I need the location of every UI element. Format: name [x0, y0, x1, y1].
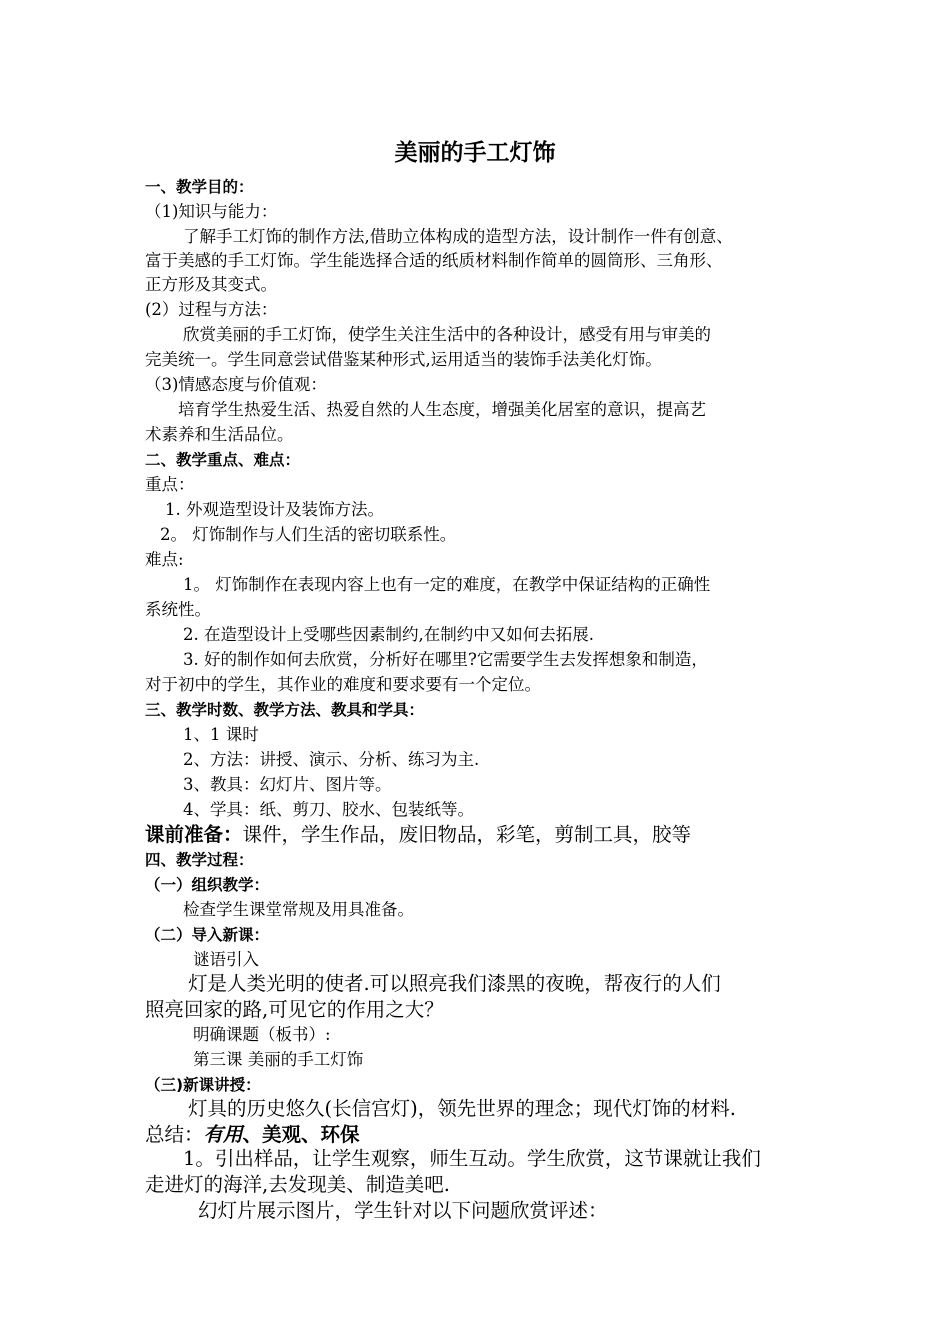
section-heading-4: 四、教学过程：: [145, 851, 254, 869]
section-heading-3: 三、教学时数、教学方法、教具和学具：: [145, 701, 425, 719]
label-difficulties: 难点:: [145, 550, 184, 569]
paragraph-line: 第三课 美丽的手工灯饰: [193, 1050, 364, 1069]
paragraph-line: 灯是人类光明的使者.可以照亮我们漆黑的夜晚，帮夜行的人们: [188, 972, 721, 995]
paragraph-line: 系统性。: [145, 600, 211, 619]
list-item: 2、方法：讲授、演示、分析、练习为主.: [183, 750, 480, 769]
document-title: 美丽的手工灯饰: [394, 140, 556, 166]
paragraph-line: 照亮回家的路,可见它的作用之大？: [145, 998, 444, 1021]
paragraph-line: 幻灯片展示图片，学生针对以下问题欣赏评述：: [198, 1199, 608, 1222]
paragraph-line: 术素养和生活品位。: [145, 425, 294, 444]
paragraph-line: 检查学生课堂常规及用具准备。: [183, 900, 414, 919]
summary-label: 总结：: [145, 1123, 204, 1146]
preparation-text: 课件，学生作品，废旧物品，彩笔，剪制工具，胶等: [242, 823, 692, 846]
section-heading-1: 一、教学目的：: [145, 178, 254, 196]
paragraph-line: 谜语引入: [193, 950, 259, 969]
summary-line: [145, 1122, 360, 1148]
list-item: 3. 好的制作如何去欣赏，分析好在哪里?它需要学生去发挥想象和制造，: [183, 650, 708, 669]
paragraph-line: 欣赏美丽的手工灯饰，使学生关注生活中的各种设计，感受有用与审美的: [183, 325, 711, 344]
paragraph-line: 1。引出样品，让学生观察，师生互动。学生欣赏，这节课就让我们: [183, 1147, 761, 1170]
subsection-heading: （三)新课讲授：: [145, 1076, 261, 1094]
paragraph-line: 走进灯的海洋,去发现美、制造美吧.: [145, 1173, 450, 1196]
section-heading-2: 二、教学重点、难点：: [145, 451, 301, 469]
paragraph-line: 正方形及其变式。: [145, 275, 277, 294]
preparation-label: 课前准备：: [145, 823, 243, 846]
list-item: 1、1 课时: [183, 725, 259, 744]
paragraph-line: 培育学生热爱生活、热爱自然的人生态度，增强美化居室的意识，提高艺: [178, 400, 706, 419]
list-item: 1。 灯饰制作在表现内容上也有一定的难度，在教学中保证结构的正确性: [183, 575, 711, 594]
list-item: 2。 灯饰制作与人们生活的密切联系性。: [160, 525, 457, 544]
list-item: 2. 在造型设计上受哪些因素制约,在制约中又如何去拓展.: [183, 625, 594, 644]
subsection-heading: （一）组织教学：: [145, 876, 270, 894]
label-key-points: 重点：: [145, 475, 195, 494]
summary-keyword: 有用: [203, 1123, 243, 1146]
preparation-line: [145, 822, 691, 848]
list-item: 3、教具：幻灯片、图片等。: [183, 775, 392, 794]
paragraph-line: 对于初中的学生，其作业的难度和要求要有一个定位。: [145, 675, 541, 694]
paragraph-line: 富于美感的手工灯饰。学生能选择合适的纸质材料制作简单的圆筒形、三角形、: [145, 251, 723, 270]
paragraph-line: 明确课题（板书）:: [193, 1025, 331, 1044]
subheading: (2）过程与方法：: [145, 300, 278, 319]
list-item: 4、学具：纸、剪刀、胶水、包装纸等。: [183, 800, 474, 819]
paragraph-line: 了解手工灯饰的制作方法,借助立体构成的造型方法，设计制作一件有创意、: [183, 227, 733, 246]
summary-keywords: 、美观、环保: [242, 1123, 360, 1146]
paragraph-line: 灯具的历史悠久(长信宫灯)，领先世界的理念；现代灯饰的材料.: [188, 1097, 736, 1120]
list-item: 1. 外观造型设计及装饰方法。: [165, 500, 384, 519]
subsection-heading: （二）导入新课：: [145, 926, 270, 944]
subheading: （3)情感态度与价值观：: [145, 375, 327, 394]
paragraph-line: 完美统一。学生同意尝试借鉴某种形式,运用适当的装饰手法美化灯饰。: [145, 350, 662, 369]
subheading: （1)知识与能力：: [145, 202, 278, 221]
